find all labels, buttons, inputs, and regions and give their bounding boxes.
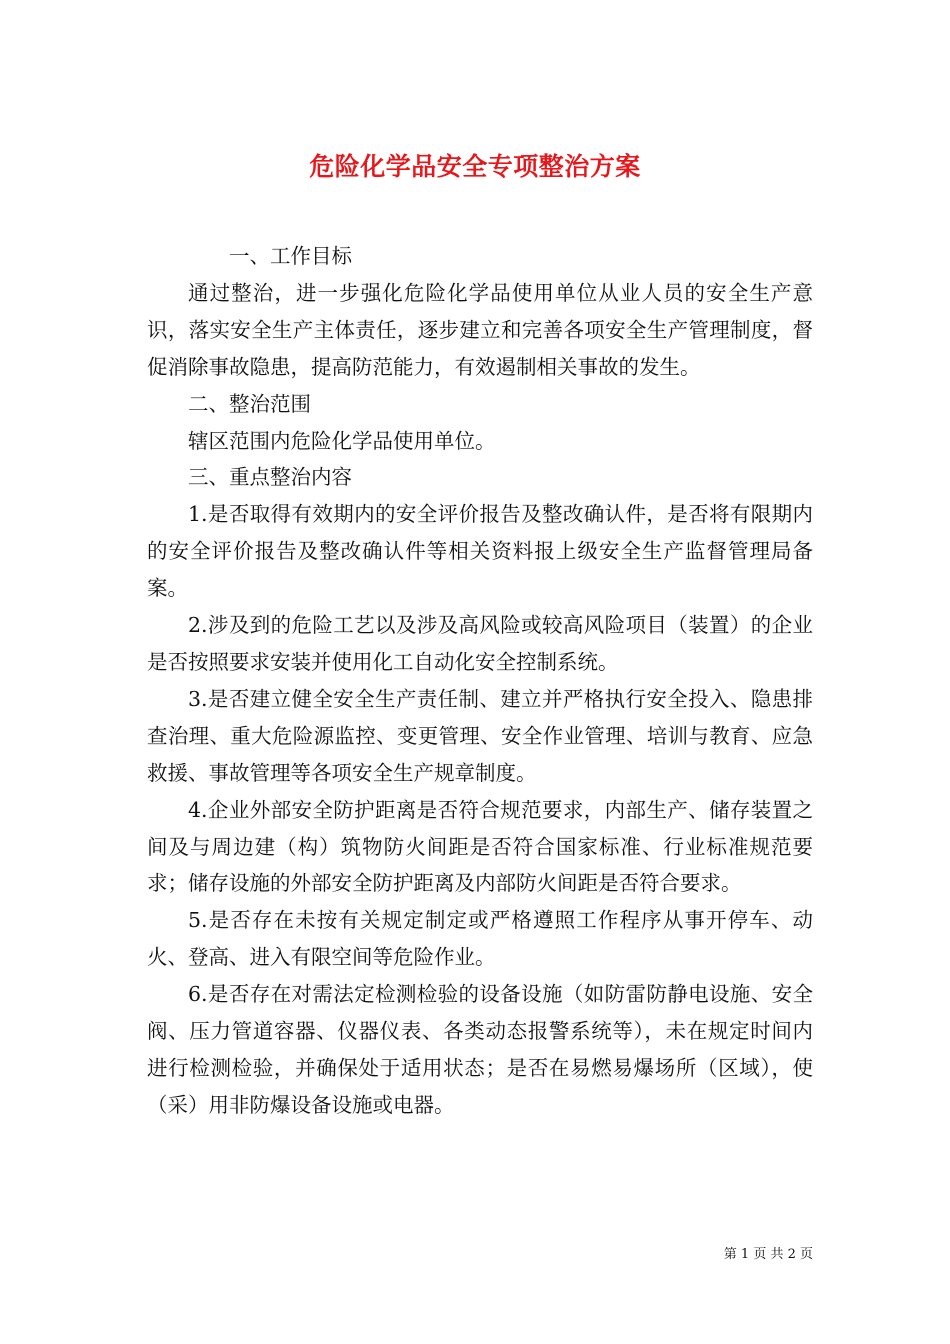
section-heading-work-goal: 一、工作目标 [229,244,352,268]
page-title: 危险化学品安全专项整治方案 [309,151,641,181]
paragraph-work-goal: 通过整治，进一步强化危险化学品使用单位从业人员的安全生产意识，落实安全生产主体责任，逐步建立和完善各项安全生产管理制度，督促消除事故隐患，提高防范能力，有效遏制相关事故的发生。 [147,280,813,379]
list-item-3: 3.是否建立健全安全生产责任制、建立并严格执行安全投入、隐患排查治理、重大危险源监控、变更管理、安全作业管理、培训与教育、应急救援、事故管理等各项安全生产规章制度。 [147,686,813,785]
section-heading-key-content: 三、重点整治内容 [188,465,352,490]
section-heading-scope: 二、整治范围 [188,391,311,416]
page-number-footer: 第 1 页 共 2 页 [723,1247,813,1262]
document-body [147,238,813,1124]
list-item-4: 4.企业外部安全防护距离是否符合规范要求，内部生产、储存装置之间及与周边建（构）筑物防火间距是否符合国家标准、行业标准规范要求；储存设施的外部安全防护距离及内部防火间距是否符合要求。 [147,797,813,896]
list-item-1: 1.是否取得有效期内的安全评价报告及整改确认件，是否将有限期内的安全评价报告及整改确认件等相关资料报上级安全生产监督管理局备案。 [147,502,813,601]
list-item-5: 5.是否存在未按有关规定制定或严格遵照工作程序从事开停车、动火、登高、进入有限空间等危险作业。 [147,908,813,970]
list-item-2: 2.涉及到的危险工艺以及涉及高风险或较高风险项目（装置）的企业是否按照要求安装并使用化工自动化安全控制系统。 [147,613,813,674]
list-item-6: 6.是否存在对需法定检测检验的设备设施（如防雷防静电设施、安全阀、压力管道容器、仪器仪表、各类动态报警系统等），未在规定时间内进行检测检验，并确保处于适用状态；是否在易燃易爆场所（区域），使（采）用非防爆设备设施或电器。 [147,982,813,1117]
paragraph-scope: 辖区范围内危险化学品使用单位。 [188,428,496,453]
